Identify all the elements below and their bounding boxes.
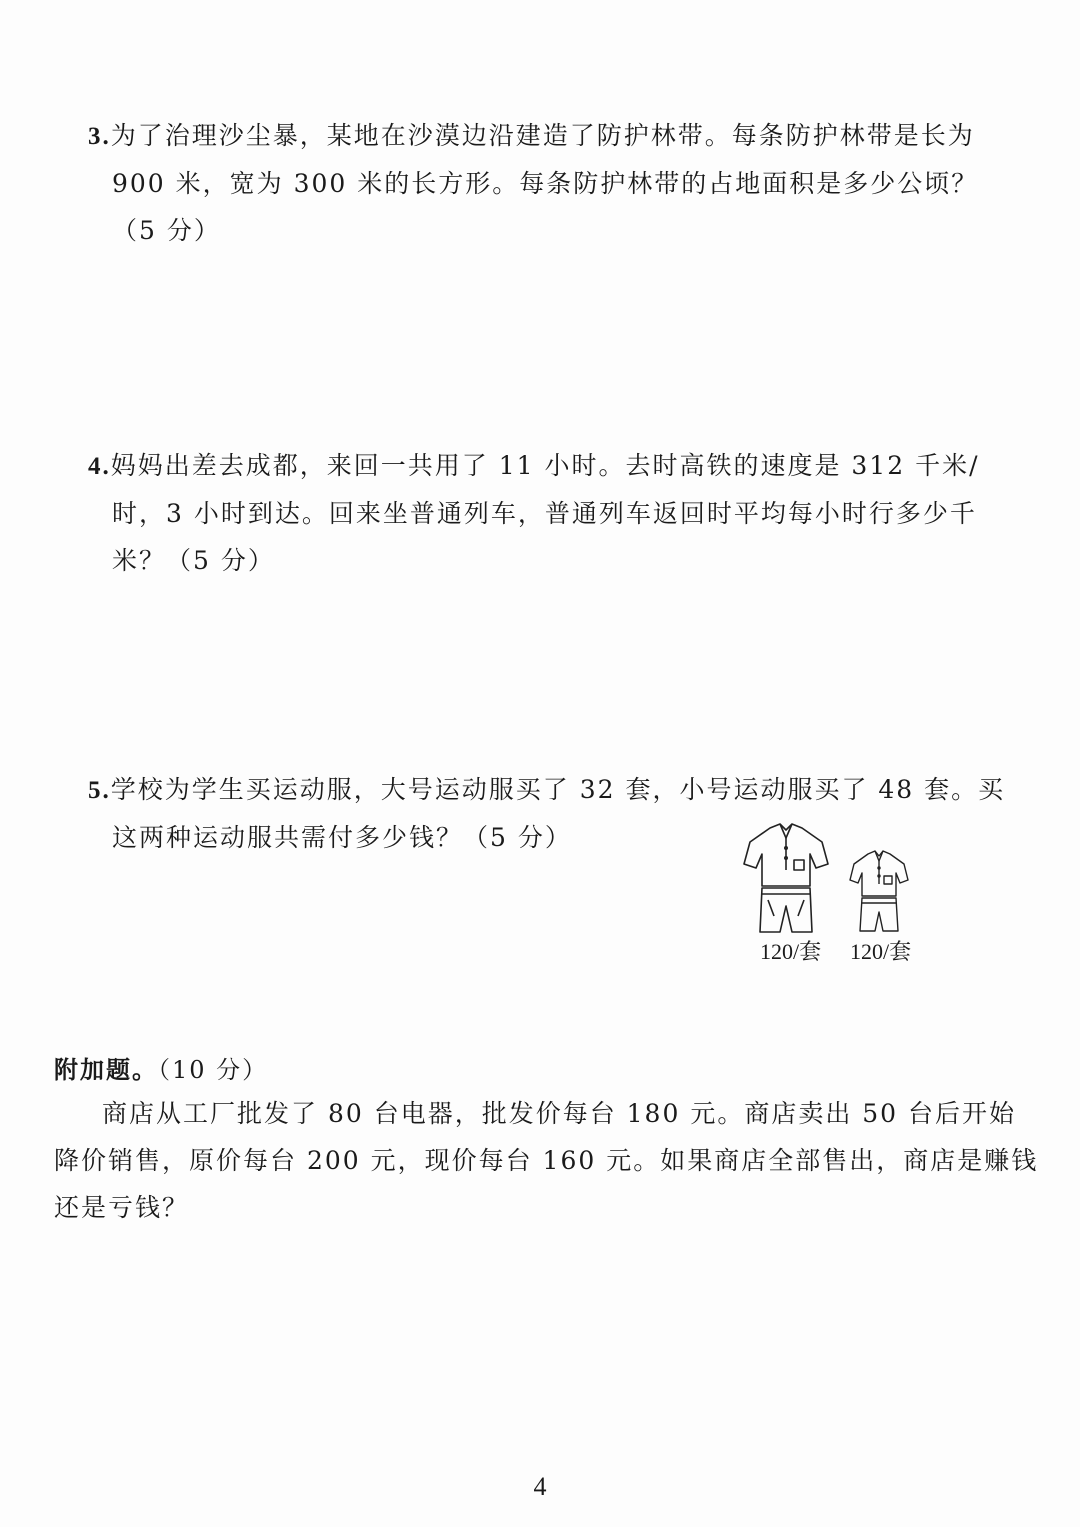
small-sportswear-icon	[846, 848, 912, 934]
question-4	[88, 442, 980, 584]
question-3-line-2: 900 米，宽为 300 米的长方形。每条防护林带的占地面积是多少公顷？	[112, 169, 979, 198]
large-sportswear-icon	[740, 820, 832, 935]
question-5-number: 5.	[88, 777, 111, 804]
bonus-line-2: 降价销售，原价每台 200 元，现价每台 160 元。如果商店全部售出，商店是赚钱	[54, 1146, 1039, 1175]
question-5-line-2: 这两种运动服共需付多少钱？（5 分）	[112, 823, 572, 852]
question-4-line-3: 米？（5 分）	[112, 546, 275, 575]
sportswear-figure	[736, 818, 926, 968]
bonus-title	[54, 1050, 268, 1085]
small-sportswear-price: 120/套	[850, 939, 912, 964]
bonus-line-1: 商店从工厂批发了 80 台电器，批发价每台 180 元。商店卖出 50 台后开始	[102, 1099, 1017, 1128]
bonus-title-label: 附加题。	[54, 1056, 158, 1084]
question-5-line-1: 5.学校为学生买运动服，大号运动服买了 32 套，小号运动服买了 48 套。买	[88, 775, 1006, 804]
question-3-points: （5 分）	[112, 216, 221, 245]
large-sportswear-price: 120/套	[760, 939, 822, 964]
page-number: 4	[533, 1472, 547, 1501]
bonus-line-3: 还是亏钱？	[54, 1193, 190, 1222]
question-3-number: 3.	[88, 123, 111, 150]
bonus-question	[54, 1090, 1039, 1231]
question-3	[88, 112, 979, 254]
question-4-number: 4.	[88, 453, 111, 480]
question-4-line-1: 4.妈妈出差去成都，来回一共用了 11 小时。去时高铁的速度是 312 千米/	[88, 451, 980, 480]
question-4-line-2: 时，3 小时到达。回来坐普通列车，普通列车返回时平均每小时行多少千	[112, 499, 977, 528]
question-3-line-1: 3.为了治理沙尘暴，某地在沙漠边沿建造了防护林带。每条防护林带是长为	[88, 121, 975, 150]
bonus-points: （10 分）	[158, 1056, 269, 1084]
